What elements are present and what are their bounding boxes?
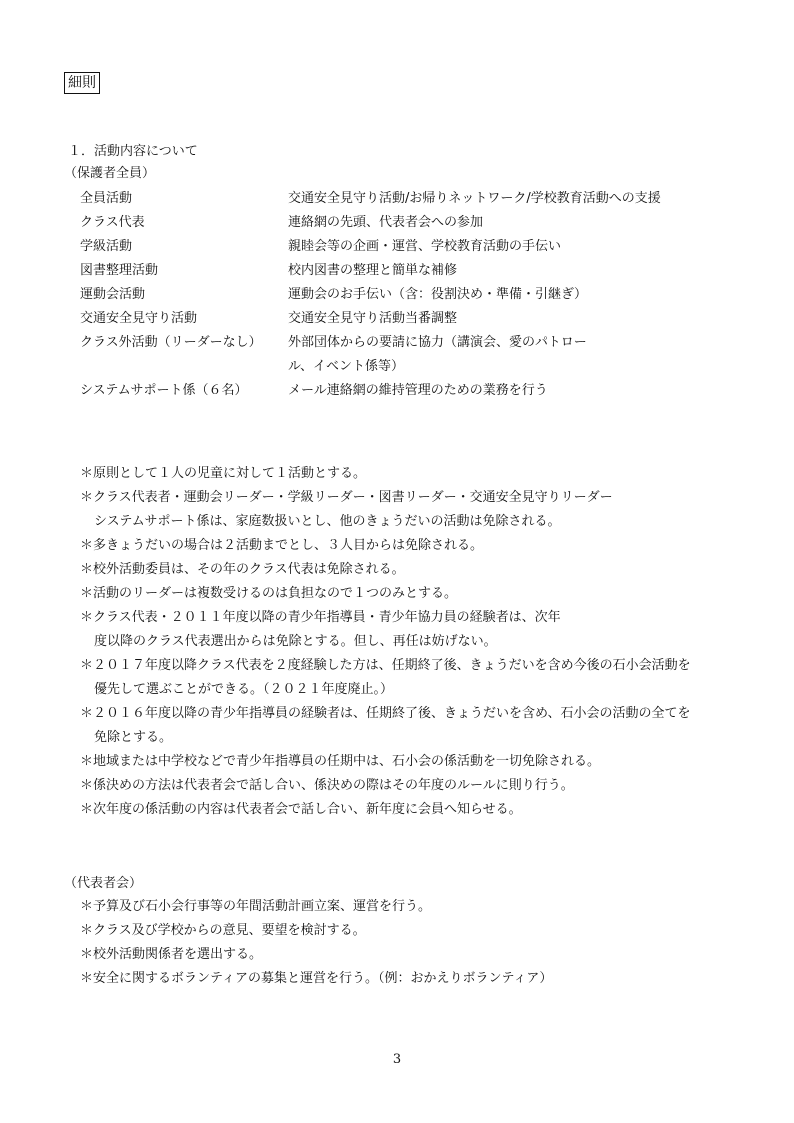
activity-row [80, 379, 740, 403]
rule-item: ＊地域または中学校などで青少年指導員の任期中は、石小会の係活動を一切免除される。 [80, 754, 601, 769]
rule-item: ＊係決めの方法は代表者会で話し合い、係決めの際はその年度のルールに則り行う。 [80, 778, 574, 793]
activity-list [80, 187, 740, 403]
activity-row [80, 259, 740, 283]
activity-name: 図書整理活動 [80, 263, 159, 278]
activity-row [80, 235, 740, 259]
activity-name: 運動会活動 [80, 287, 146, 302]
rule-item: ＊クラス代表者・運動会リーダー・学級リーダー・図書リーダー・交通安全見守りリーダー システムサポート係は、家庭数扱いとし、他のきょうだいの活動は免除される。 [80, 490, 613, 529]
rule-item: ＊２０１６年度以降の青少年指導員の経験者は、任期終了後、きょうだいを含め、石小会の活動の全てを 免除とする。 [80, 706, 691, 745]
rule-item: ＊クラス代表・２０１１年度以降の青少年指導員・青少年協力員の経験者は、次年 度以降のクラス代表選出からは免除とする。但し、再任は妨げない。 [80, 610, 561, 649]
activity-row [80, 187, 740, 211]
representatives-group-label: （代表者会） [64, 876, 143, 891]
rule-item: ＊２０１７年度以降クラス代表を２度経験した方は、任期終了後、きょうだいを含め今後の石小会活動を 優先して選ぶことができる。（２０２１年度廃止。） [80, 658, 691, 697]
activity-name: 全員活動 [80, 191, 133, 206]
page-title: 細則 [64, 72, 100, 94]
rule-item: ＊原則として１人の児童に対して１活動とする。 [80, 466, 367, 481]
activity-description: 外部団体からの要請に協力（講演会、愛のパトロー ル、イベント係等） [288, 335, 587, 374]
rule-item: ＊予算及び石小会行事等の年間活動計画立案、運営を行う。 [80, 899, 432, 914]
activity-description: メール連絡網の維持管理のための業務を行う [288, 383, 548, 398]
rule-item: ＊校外活動委員は、その年のクラス代表は免除される。 [80, 562, 405, 577]
activity-name: 学級活動 [80, 239, 133, 254]
rule-item: ＊活動のリーダーは複数受けるのは負担なので１つのみとする。 [80, 586, 458, 601]
section-heading: １．活動内容について [68, 144, 198, 159]
rules-list [80, 462, 740, 822]
activity-row [80, 283, 740, 307]
activity-description: 親睦会等の企画・運営、学校教育活動の手伝い [288, 239, 562, 254]
activity-description: 校内図書の整理と簡単な補修 [288, 263, 458, 278]
rule-item: ＊クラス及び学校からの意見、要望を検討する。 [80, 923, 366, 938]
rule-item: ＊次年度の係活動の内容は代表者会で話し合い、新年度に会員へ知らせる。 [80, 802, 522, 817]
activity-name: クラス代表 [80, 215, 145, 230]
activity-row [80, 331, 740, 379]
activity-row [80, 307, 740, 331]
members-group-label: （保護者全員） [64, 166, 156, 181]
representative-rules-list [80, 895, 740, 991]
activity-row [80, 211, 740, 235]
activity-name: システムサポート係（６名） [80, 383, 248, 398]
page-number: 3 [392, 1052, 402, 1067]
rule-item: ＊多きょうだいの場合は２活動までとし、３人目からは免除される。 [80, 538, 484, 553]
activity-description: 連絡網の先頭、代表者会への参加 [288, 215, 484, 230]
activity-description: 交通安全見守り活動/お帰りネットワーク/学校教育活動への支援 [288, 191, 661, 206]
activity-description: 運動会のお手伝い（含：役割決め・準備・引継ぎ） [288, 287, 588, 302]
rule-item: ＊校外活動関係者を選出する。 [80, 947, 263, 962]
activity-name: 交通安全見守り活動 [80, 311, 198, 326]
rule-item: ＊安全に関するボランティアの募集と運営を行う。（例：おかえりボランティア） [80, 971, 553, 986]
activity-description: 交通安全見守り活動当番調整 [288, 311, 458, 326]
activity-name: クラス外活動（リーダーなし） [80, 335, 262, 350]
